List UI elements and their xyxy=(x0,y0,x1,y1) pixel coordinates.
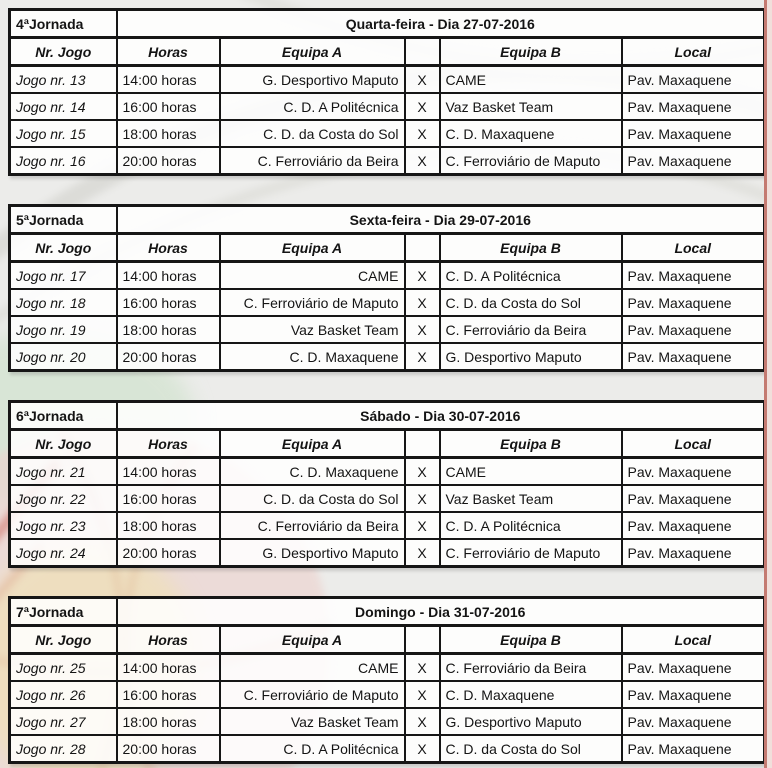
venue-cell: Pav. Maxaquene xyxy=(622,539,765,567)
column-header-versus xyxy=(405,38,440,66)
column-header-nr-jogo: Nr. Jogo xyxy=(10,234,117,262)
team-b-cell: Vaz Basket Team xyxy=(440,485,622,512)
game-number-cell: Jogo nr. 20 xyxy=(10,343,117,371)
venue-cell: Pav. Maxaquene xyxy=(622,262,765,290)
column-header-row xyxy=(10,430,765,458)
game-number-cell: Jogo nr. 15 xyxy=(10,120,117,147)
team-b-cell: C. D. A Politécnica xyxy=(440,512,622,539)
versus-cell: X xyxy=(405,458,440,486)
team-a-cell: C. D. da Costa do Sol xyxy=(220,485,405,512)
table-row xyxy=(10,343,765,371)
time-cell: 18:00 horas xyxy=(117,512,220,539)
versus-cell: X xyxy=(405,735,440,763)
venue-cell: Pav. Maxaquene xyxy=(622,458,765,486)
game-number-cell: Jogo nr. 27 xyxy=(10,708,117,735)
versus-cell: X xyxy=(405,316,440,343)
column-header-equipa-b: Equipa B xyxy=(440,430,622,458)
game-number-cell: Jogo nr. 14 xyxy=(10,93,117,120)
versus-cell: X xyxy=(405,343,440,371)
versus-cell: X xyxy=(405,539,440,567)
page-edge-stripe xyxy=(764,0,767,768)
column-header-row xyxy=(10,626,765,654)
jornada-header-row xyxy=(10,598,765,626)
column-header-equipa-a: Equipa A xyxy=(220,234,405,262)
column-header-horas: Horas xyxy=(117,626,220,654)
date-header: Sexta-feira - Dia 29-07-2016 xyxy=(117,206,765,234)
page-edge-stripe-halo xyxy=(767,0,772,768)
team-a-cell: C. Ferroviário da Beira xyxy=(220,512,405,539)
team-b-cell: C. D. Maxaquene xyxy=(440,120,622,147)
table-row xyxy=(10,120,765,147)
table-row xyxy=(10,485,765,512)
column-header-local: Local xyxy=(622,234,765,262)
column-header-row xyxy=(10,38,765,66)
team-a-cell: CAME xyxy=(220,654,405,682)
team-b-cell: C. Ferroviário de Maputo xyxy=(440,539,622,567)
versus-cell: X xyxy=(405,120,440,147)
versus-cell: X xyxy=(405,66,440,94)
time-cell: 16:00 horas xyxy=(117,485,220,512)
time-cell: 16:00 horas xyxy=(117,681,220,708)
game-number-cell: Jogo nr. 25 xyxy=(10,654,117,682)
column-header-equipa-a: Equipa A xyxy=(220,38,405,66)
game-number-cell: Jogo nr. 16 xyxy=(10,147,117,175)
team-a-cell: G. Desportivo Maputo xyxy=(220,66,405,94)
team-b-cell: G. Desportivo Maputo xyxy=(440,343,622,371)
time-cell: 16:00 horas xyxy=(117,93,220,120)
team-a-cell: C. D. A Politécnica xyxy=(220,735,405,763)
column-header-local: Local xyxy=(622,38,765,66)
game-number-cell: Jogo nr. 13 xyxy=(10,66,117,94)
team-a-cell: G. Desportivo Maputo xyxy=(220,539,405,567)
table-row xyxy=(10,316,765,343)
team-a-cell: Vaz Basket Team xyxy=(220,316,405,343)
team-b-cell: C. Ferroviário da Beira xyxy=(440,654,622,682)
game-number-cell: Jogo nr. 21 xyxy=(10,458,117,486)
team-a-cell: C. Ferroviário de Maputo xyxy=(220,289,405,316)
jornada-header-row xyxy=(10,402,765,430)
venue-cell: Pav. Maxaquene xyxy=(622,66,765,94)
jornada-label: 6ªJornada xyxy=(10,402,117,430)
table-row xyxy=(10,93,765,120)
column-header-equipa-a: Equipa A xyxy=(220,430,405,458)
time-cell: 18:00 horas xyxy=(117,708,220,735)
versus-cell: X xyxy=(405,681,440,708)
game-number-cell: Jogo nr. 18 xyxy=(10,289,117,316)
venue-cell: Pav. Maxaquene xyxy=(622,681,765,708)
versus-cell: X xyxy=(405,512,440,539)
time-cell: 18:00 horas xyxy=(117,316,220,343)
date-header: Sábado - Dia 30-07-2016 xyxy=(117,402,765,430)
column-header-nr-jogo: Nr. Jogo xyxy=(10,38,117,66)
date-header: Domingo - Dia 31-07-2016 xyxy=(117,598,765,626)
table-row xyxy=(10,458,765,486)
venue-cell: Pav. Maxaquene xyxy=(622,316,765,343)
versus-cell: X xyxy=(405,93,440,120)
time-cell: 18:00 horas xyxy=(117,120,220,147)
schedule-table-jornada-7 xyxy=(8,596,766,764)
column-header-row xyxy=(10,234,765,262)
jornada-header-row xyxy=(10,206,765,234)
team-b-cell: CAME xyxy=(440,66,622,94)
versus-cell: X xyxy=(405,262,440,290)
game-number-cell: Jogo nr. 17 xyxy=(10,262,117,290)
venue-cell: Pav. Maxaquene xyxy=(622,93,765,120)
venue-cell: Pav. Maxaquene xyxy=(622,735,765,763)
team-b-cell: G. Desportivo Maputo xyxy=(440,708,622,735)
table-row xyxy=(10,681,765,708)
versus-cell: X xyxy=(405,654,440,682)
table-row xyxy=(10,66,765,94)
team-a-cell: C. D. da Costa do Sol xyxy=(220,120,405,147)
column-header-horas: Horas xyxy=(117,430,220,458)
time-cell: 20:00 horas xyxy=(117,147,220,175)
game-number-cell: Jogo nr. 22 xyxy=(10,485,117,512)
column-header-nr-jogo: Nr. Jogo xyxy=(10,430,117,458)
versus-cell: X xyxy=(405,485,440,512)
game-number-cell: Jogo nr. 23 xyxy=(10,512,117,539)
team-a-cell: C. D. Maxaquene xyxy=(220,343,405,371)
time-cell: 14:00 horas xyxy=(117,262,220,290)
team-b-cell: C. D. da Costa do Sol xyxy=(440,289,622,316)
column-header-local: Local xyxy=(622,626,765,654)
time-cell: 14:00 horas xyxy=(117,458,220,486)
table-row xyxy=(10,708,765,735)
venue-cell: Pav. Maxaquene xyxy=(622,485,765,512)
team-b-cell: C. Ferroviário de Maputo xyxy=(440,147,622,175)
column-header-equipa-a: Equipa A xyxy=(220,626,405,654)
venue-cell: Pav. Maxaquene xyxy=(622,120,765,147)
venue-cell: Pav. Maxaquene xyxy=(622,654,765,682)
column-header-equipa-b: Equipa B xyxy=(440,38,622,66)
team-b-cell: C. D. da Costa do Sol xyxy=(440,735,622,763)
column-header-versus xyxy=(405,234,440,262)
table-row xyxy=(10,147,765,175)
versus-cell: X xyxy=(405,708,440,735)
team-b-cell: CAME xyxy=(440,458,622,486)
team-b-cell: Vaz Basket Team xyxy=(440,93,622,120)
versus-cell: X xyxy=(405,147,440,175)
game-number-cell: Jogo nr. 28 xyxy=(10,735,117,763)
team-b-cell: C. D. A Politécnica xyxy=(440,262,622,290)
team-a-cell: C. D. Maxaquene xyxy=(220,458,405,486)
column-header-versus xyxy=(405,626,440,654)
column-header-versus xyxy=(405,430,440,458)
column-header-horas: Horas xyxy=(117,234,220,262)
column-header-horas: Horas xyxy=(117,38,220,66)
time-cell: 20:00 horas xyxy=(117,343,220,371)
team-b-cell: C. D. Maxaquene xyxy=(440,681,622,708)
table-row xyxy=(10,262,765,290)
team-a-cell: C. Ferroviário de Maputo xyxy=(220,681,405,708)
schedule-table-jornada-6 xyxy=(8,400,766,568)
column-header-nr-jogo: Nr. Jogo xyxy=(10,626,117,654)
jornada-label: 4ªJornada xyxy=(10,10,117,38)
column-header-equipa-b: Equipa B xyxy=(440,626,622,654)
date-header: Quarta-feira - Dia 27-07-2016 xyxy=(117,10,765,38)
time-cell: 16:00 horas xyxy=(117,289,220,316)
column-header-equipa-b: Equipa B xyxy=(440,234,622,262)
venue-cell: Pav. Maxaquene xyxy=(622,147,765,175)
table-row xyxy=(10,512,765,539)
time-cell: 14:00 horas xyxy=(117,654,220,682)
team-a-cell: C. Ferroviário da Beira xyxy=(220,147,405,175)
venue-cell: Pav. Maxaquene xyxy=(622,343,765,371)
table-row xyxy=(10,654,765,682)
column-header-local: Local xyxy=(622,430,765,458)
game-number-cell: Jogo nr. 24 xyxy=(10,539,117,567)
jornada-header-row xyxy=(10,10,765,38)
table-row xyxy=(10,539,765,567)
venue-cell: Pav. Maxaquene xyxy=(622,512,765,539)
schedule-table-jornada-5 xyxy=(8,204,766,372)
table-row xyxy=(10,289,765,316)
team-a-cell: CAME xyxy=(220,262,405,290)
time-cell: 14:00 horas xyxy=(117,66,220,94)
team-b-cell: C. Ferroviário da Beira xyxy=(440,316,622,343)
venue-cell: Pav. Maxaquene xyxy=(622,708,765,735)
team-a-cell: Vaz Basket Team xyxy=(220,708,405,735)
game-number-cell: Jogo nr. 26 xyxy=(10,681,117,708)
jornada-label: 5ªJornada xyxy=(10,206,117,234)
venue-cell: Pav. Maxaquene xyxy=(622,289,765,316)
time-cell: 20:00 horas xyxy=(117,735,220,763)
table-row xyxy=(10,735,765,763)
versus-cell: X xyxy=(405,289,440,316)
jornada-label: 7ªJornada xyxy=(10,598,117,626)
game-number-cell: Jogo nr. 19 xyxy=(10,316,117,343)
team-a-cell: C. D. A Politécnica xyxy=(220,93,405,120)
schedule-table-jornada-4 xyxy=(8,8,766,176)
time-cell: 20:00 horas xyxy=(117,539,220,567)
